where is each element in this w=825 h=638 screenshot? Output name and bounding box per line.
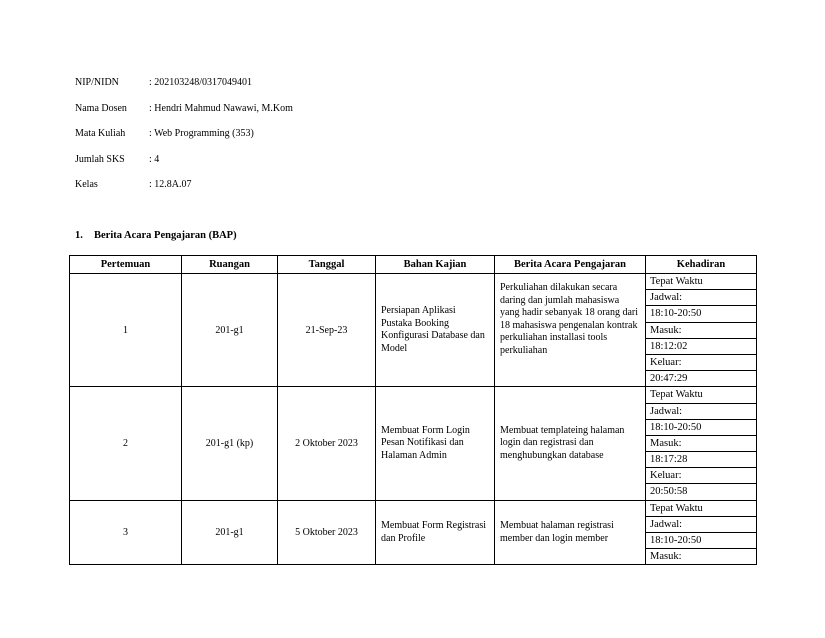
info-label: Nama Dosen: [75, 102, 127, 114]
cell-berita-acara: Membuat templateing halaman login dan registrasi dan menghubungkan database: [495, 387, 646, 500]
cell-pertemuan: 3: [70, 500, 182, 565]
info-value: : 202103248/0317049401: [149, 77, 253, 89]
info-label: Kelas: [75, 179, 98, 191]
cell-kehadiran: [646, 500, 757, 565]
info-value: : 12.8A.07: [149, 179, 192, 191]
header-pertemuan: Pertemuan: [70, 256, 182, 274]
info-row-dosen: [75, 96, 293, 122]
info-value: : Web Programming (353): [149, 128, 254, 140]
cell-ruangan: 201-g1: [182, 500, 278, 565]
cell-tanggal: 2 Oktober 2023: [278, 387, 376, 500]
info-label: NIP/NIDN: [75, 77, 119, 89]
header-berita-acara: Berita Acara Pengajaran: [495, 256, 646, 274]
section-title: [75, 230, 237, 241]
attendance-status: Tepat Waktu: [646, 501, 756, 517]
attendance-label: Keluar:: [646, 355, 756, 371]
info-value: : Hendri Mahmud Nawawi, M.Kom: [149, 102, 293, 114]
cell-pertemuan: 1: [70, 274, 182, 387]
cell-tanggal: 21-Sep-23: [278, 274, 376, 387]
cell-berita-acara: Membuat halaman registrasi member dan login member: [495, 500, 646, 565]
attendance-label: Jadwal:: [646, 404, 756, 420]
attendance-status: Tepat Waktu: [646, 274, 756, 290]
header-kehadiran: Kehadiran: [646, 256, 757, 274]
table-header-row: [70, 256, 757, 274]
attendance-label: Keluar:: [646, 468, 756, 484]
table-row: [70, 500, 757, 565]
section-heading: Berita Acara Pengajaran (BAP): [94, 230, 237, 241]
bap-table: [69, 255, 757, 565]
attendance-label: Masuk:: [646, 323, 756, 339]
info-row-nip: [75, 70, 293, 96]
attendance-value: 18:10-20:50: [646, 533, 756, 549]
attendance-value: 18:10-20:50: [646, 306, 756, 322]
header-bahan-kajian: Bahan Kajian: [376, 256, 495, 274]
attendance-value: 20:50:58: [650, 486, 688, 498]
info-label: Jumlah SKS: [75, 153, 125, 165]
attendance-status: Tepat Waktu: [646, 387, 756, 403]
cell-ruangan: 201-g1: [182, 274, 278, 387]
header-ruangan: Ruangan: [182, 256, 278, 274]
lecturer-info: [75, 70, 293, 198]
cell-tanggal: 5 Oktober 2023: [278, 500, 376, 565]
cell-bahan-kajian: Membuat Form Registrasi dan Profile: [376, 500, 495, 565]
attendance-label: Jadwal:: [646, 517, 756, 533]
attendance-label: Masuk:: [646, 436, 756, 452]
cell-ruangan: 201-g1 (kp): [182, 387, 278, 500]
attendance-value: 18:17:28: [646, 452, 756, 468]
cell-kehadiran: [646, 274, 757, 387]
info-value: : 4: [149, 153, 160, 165]
info-row-kelas: [75, 172, 293, 198]
attendance-label: Masuk:: [650, 551, 682, 563]
attendance-value: 20:47:29: [650, 373, 688, 385]
attendance-value: 18:12:02: [646, 339, 756, 355]
info-row-matakuliah: [75, 121, 293, 147]
attendance-value: 18:10-20:50: [646, 420, 756, 436]
cell-bahan-kajian: Persiapan Aplikasi Pustaka Booking Konfigurasi Database dan Model: [376, 274, 495, 387]
info-label: Mata Kuliah: [75, 128, 126, 140]
cell-bahan-kajian: Membuat Form Login Pesan Notifikasi dan Halaman Admin: [376, 387, 495, 500]
cell-pertemuan: 2: [70, 387, 182, 500]
info-row-sks: [75, 147, 293, 173]
header-tanggal: Tanggal: [278, 256, 376, 274]
cell-kehadiran: [646, 387, 757, 500]
cell-berita-acara: Perkuliahan dilakukan secara daring dan jumlah mahasiswa yang hadir sebanyak 18 orang dari 18 mahasiswa pengenalan kontrak perkuliahan installasi tools perkuliahan: [495, 274, 646, 387]
attendance-label: Jadwal:: [646, 290, 756, 306]
table-row: [70, 274, 757, 387]
section-number: 1.: [75, 230, 83, 241]
table-row: [70, 387, 757, 500]
